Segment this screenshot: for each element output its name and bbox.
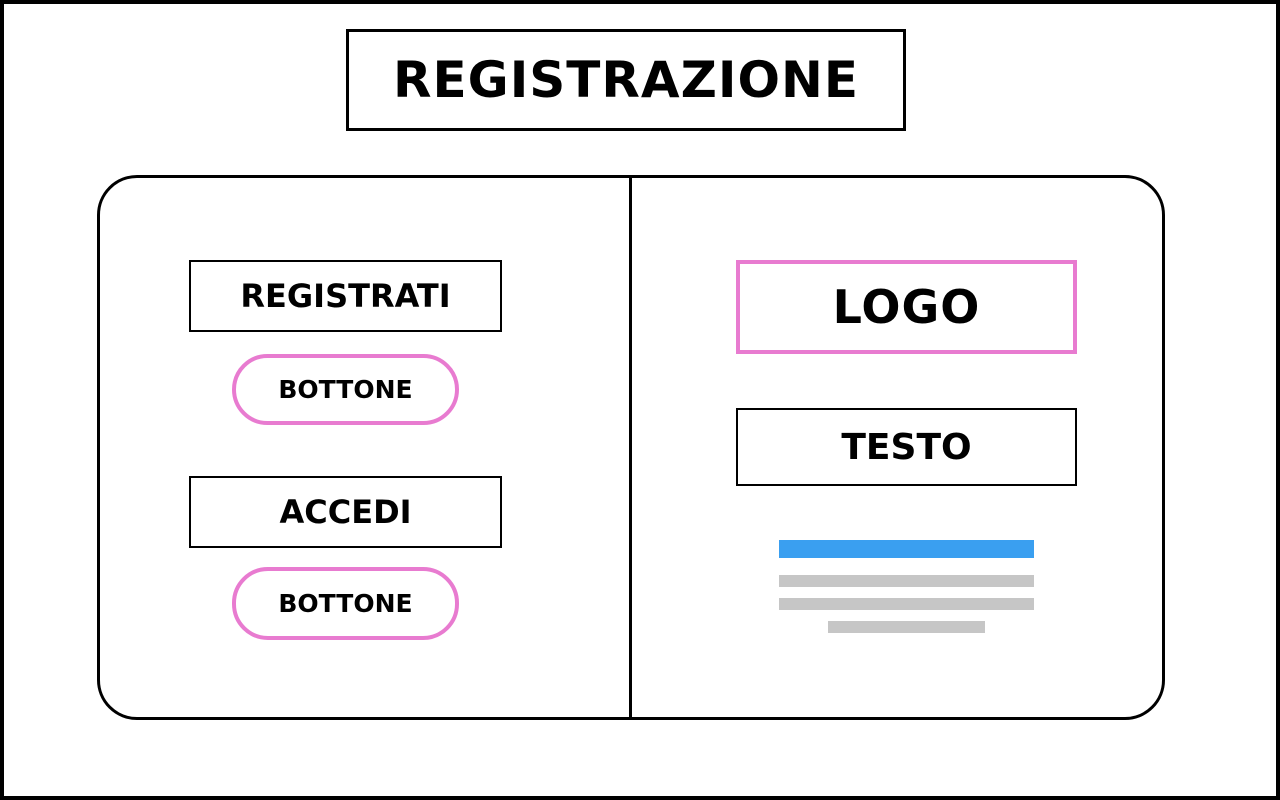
text-line-placeholder bbox=[779, 575, 1034, 587]
text-line-placeholder bbox=[828, 621, 985, 633]
text-heading-placeholder bbox=[779, 540, 1034, 558]
logo-placeholder: LOGO bbox=[736, 260, 1077, 354]
page-title: REGISTRAZIONE bbox=[346, 29, 906, 131]
panel-divider bbox=[629, 176, 632, 719]
text-label: TESTO bbox=[736, 408, 1077, 486]
login-button[interactable]: BOTTONE bbox=[232, 567, 459, 640]
register-button[interactable]: BOTTONE bbox=[232, 354, 459, 425]
text-line-placeholder bbox=[779, 598, 1034, 610]
register-label: REGISTRATI bbox=[189, 260, 502, 332]
login-label: ACCEDI bbox=[189, 476, 502, 548]
